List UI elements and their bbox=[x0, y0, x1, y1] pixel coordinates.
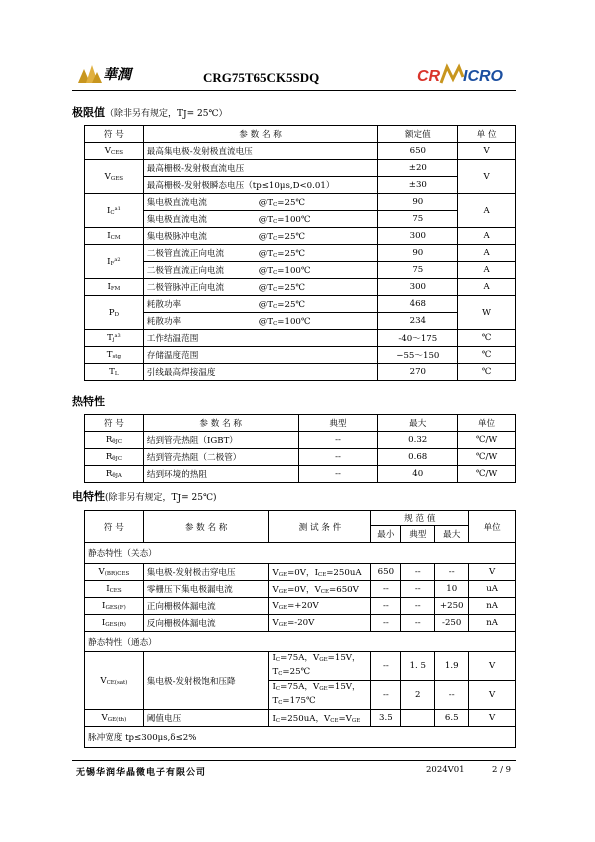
test-condition: VGE=0V，VCE=650V bbox=[269, 581, 371, 598]
typ-value: 1. 5 bbox=[401, 652, 435, 681]
company-name: 无锡华润华晶微电子有限公司 bbox=[76, 768, 207, 778]
table-row bbox=[85, 564, 516, 581]
column-header: 最小 bbox=[371, 526, 401, 543]
table-row bbox=[85, 432, 516, 449]
rating-value: 234 bbox=[378, 313, 458, 330]
symbol-cell: ICM bbox=[85, 228, 144, 245]
test-condition: IC=75A，VGE=15V， TC=175℃ bbox=[269, 681, 371, 710]
min-value: -- bbox=[371, 581, 401, 598]
unit-cell: V bbox=[469, 710, 516, 727]
symbol-cell: Tstg bbox=[85, 347, 144, 364]
page-number: 2 / 9 bbox=[492, 765, 512, 775]
symbol-cell: RθJC bbox=[85, 449, 144, 466]
max-value: 0.68 bbox=[378, 449, 458, 466]
table-row bbox=[85, 211, 516, 228]
table-row bbox=[85, 710, 516, 727]
unit-cell: A bbox=[458, 279, 516, 296]
column-header: 参 数 名 称 bbox=[143, 511, 269, 543]
rating-value: 75 bbox=[378, 262, 458, 279]
footer-divider bbox=[72, 760, 516, 761]
max-value: -- bbox=[435, 681, 469, 710]
column-header: 最大 bbox=[435, 526, 469, 543]
header-divider bbox=[72, 90, 516, 91]
min-value: 650 bbox=[371, 564, 401, 581]
table-row bbox=[85, 449, 516, 466]
max-value: 10 bbox=[435, 581, 469, 598]
limits-table bbox=[84, 125, 516, 381]
typ-value: -- bbox=[298, 432, 378, 449]
typ-value: -- bbox=[298, 449, 378, 466]
typ-value bbox=[401, 710, 435, 727]
electrical-table bbox=[84, 510, 516, 748]
test-condition: VGE=-20V bbox=[269, 615, 371, 632]
column-header: 参 数 名 称 bbox=[143, 415, 298, 432]
unit-cell: A bbox=[458, 194, 516, 228]
symbol-cell: RθJC bbox=[85, 432, 144, 449]
max-value: +250 bbox=[435, 598, 469, 615]
param-name: 集电极-发射极饱和压降 bbox=[143, 652, 269, 710]
table-row bbox=[85, 194, 516, 211]
min-value: -- bbox=[371, 652, 401, 681]
typ-value: 2 bbox=[401, 681, 435, 710]
column-header: 单位 bbox=[469, 511, 516, 543]
thermal-table bbox=[84, 414, 516, 483]
footnote-row bbox=[85, 727, 516, 748]
symbol-cell: IGES(F) bbox=[85, 598, 144, 615]
symbol-cell: ICES bbox=[85, 581, 144, 598]
unit-cell: uA bbox=[469, 581, 516, 598]
table-row bbox=[85, 581, 516, 598]
param-name: 引线最高焊接温度 bbox=[143, 364, 378, 381]
footer bbox=[72, 760, 516, 780]
param-name: 二极管直流正向电流 @TC=25℃ bbox=[143, 245, 378, 262]
table-row bbox=[85, 262, 516, 279]
section-row bbox=[85, 632, 516, 652]
unit-cell: A bbox=[458, 228, 516, 245]
unit-cell: V bbox=[469, 681, 516, 710]
rating-value: 300 bbox=[378, 228, 458, 245]
svg-text:ICRO: ICRO bbox=[463, 68, 503, 85]
unit-cell: ℃ bbox=[458, 330, 516, 347]
test-condition: IC=250uA，VCE=VGE bbox=[269, 710, 371, 727]
logo-text: 華潤 bbox=[103, 67, 131, 83]
table-row bbox=[85, 279, 516, 296]
unit-cell: ℃ bbox=[458, 364, 516, 381]
param-name: 工作结温范围 bbox=[143, 330, 378, 347]
table-row bbox=[85, 347, 516, 364]
symbol-cell: VGES bbox=[85, 160, 144, 194]
max-value: 0.32 bbox=[378, 432, 458, 449]
unit-cell: ℃/W bbox=[458, 466, 516, 483]
table-row bbox=[85, 313, 516, 330]
test-condition: VGE=0V，ICE=250uA bbox=[269, 564, 371, 581]
unit-cell: nA bbox=[469, 615, 516, 632]
symbol-cell: RθJA bbox=[85, 466, 144, 483]
column-header: 符 号 bbox=[85, 511, 144, 543]
param-name: 耗散功率 @TC=100℃ bbox=[143, 313, 378, 330]
column-header: 规 范 值 bbox=[371, 511, 469, 526]
section-row bbox=[85, 543, 516, 564]
max-value: 40 bbox=[378, 466, 458, 483]
table-row bbox=[85, 143, 516, 160]
table-row bbox=[85, 245, 516, 262]
param-name: 结到管壳热阻（IGBT） bbox=[143, 432, 298, 449]
column-header: 额定值 bbox=[378, 126, 458, 143]
rating-value: 90 bbox=[378, 245, 458, 262]
column-header: 典型 bbox=[401, 526, 435, 543]
param-name: 集电极直流电流 @TC=25℃ bbox=[143, 194, 378, 211]
table-row bbox=[85, 615, 516, 632]
table-row bbox=[85, 296, 516, 313]
min-value: 3.5 bbox=[371, 710, 401, 727]
max-value: 6.5 bbox=[435, 710, 469, 727]
symbol-cell: IFM bbox=[85, 279, 144, 296]
param-name: 结到管壳热阻（二极管） bbox=[143, 449, 298, 466]
param-name: 最高栅极-发射极瞬态电压（tp≤10μs,D<0.01） bbox=[143, 177, 378, 194]
typ-value: -- bbox=[401, 564, 435, 581]
test-condition: IC=75A，VGE=15V， TC=25℃ bbox=[269, 652, 371, 681]
rating-value: −55～150 bbox=[378, 347, 458, 364]
part-number: CRG75T65CK5SDQ bbox=[203, 70, 320, 85]
table-row bbox=[85, 364, 516, 381]
param-name: 零栅压下集电极漏电流 bbox=[143, 581, 269, 598]
min-value: -- bbox=[371, 681, 401, 710]
section-label: 静态特性（关态） bbox=[85, 543, 516, 564]
company-logo bbox=[78, 62, 140, 84]
table-row bbox=[85, 598, 516, 615]
column-header: 符 号 bbox=[85, 415, 144, 432]
min-value: -- bbox=[371, 615, 401, 632]
unit-cell: V bbox=[458, 143, 516, 160]
symbol-cell: IGES(R) bbox=[85, 615, 144, 632]
symbol-cell: $IC^{a1}$ bbox=[85, 194, 144, 228]
logo-mountain-icon bbox=[78, 63, 102, 83]
svg-text:CR: CR bbox=[417, 68, 441, 85]
doc-version: 2024V01 bbox=[426, 765, 465, 775]
rating-value: -40～175 bbox=[378, 330, 458, 347]
unit-cell: ℃ bbox=[458, 347, 516, 364]
unit-cell: A bbox=[458, 262, 516, 279]
column-header: 测 试 条 件 bbox=[269, 511, 371, 543]
param-name: 二极管直流正向电流 @TC=100℃ bbox=[143, 262, 378, 279]
unit-cell: V bbox=[469, 652, 516, 681]
header bbox=[0, 0, 595, 100]
rating-value: 75 bbox=[378, 211, 458, 228]
typ-value: -- bbox=[298, 466, 378, 483]
column-header: 最大 bbox=[378, 415, 458, 432]
column-header: 单位 bbox=[458, 415, 516, 432]
limits-title: 极限值（除非另有规定，TJ= 25℃） bbox=[72, 106, 228, 120]
unit-cell: V bbox=[458, 160, 516, 194]
rating-value: 468 bbox=[378, 296, 458, 313]
brand-logo bbox=[417, 63, 513, 87]
section-label: 静态特性（通态） bbox=[85, 632, 516, 652]
param-name: 集电极脉冲电流 @TC=25℃ bbox=[143, 228, 378, 245]
rating-value: 300 bbox=[378, 279, 458, 296]
electrical-title: 电特性(除非另有规定，TJ= 25℃) bbox=[72, 490, 217, 504]
min-value: -- bbox=[371, 598, 401, 615]
table-row bbox=[85, 466, 516, 483]
table-header-row bbox=[85, 126, 516, 143]
rating-value: ±20 bbox=[378, 160, 458, 177]
symbol-cell: TL bbox=[85, 364, 144, 381]
crmicro-logo-icon bbox=[417, 63, 513, 87]
unit-cell: W bbox=[458, 296, 516, 330]
param-name: 反向栅极体漏电流 bbox=[143, 615, 269, 632]
typ-value: -- bbox=[401, 615, 435, 632]
param-name: 耗散功率 @TC=25℃ bbox=[143, 296, 378, 313]
rating-value: ±30 bbox=[378, 177, 458, 194]
param-name: 最高集电极-发射极直流电压 bbox=[143, 143, 378, 160]
symbol-cell: VCES bbox=[85, 143, 144, 160]
unit-cell: ℃/W bbox=[458, 432, 516, 449]
table-row bbox=[85, 330, 516, 347]
symbol-cell: VGE(th) bbox=[85, 710, 144, 727]
column-header: 参 数 名 称 bbox=[143, 126, 378, 143]
symbol-cell: VCE(sat) bbox=[85, 652, 144, 710]
rating-value: 90 bbox=[378, 194, 458, 211]
param-name: 集电极直流电流 @TC=100℃ bbox=[143, 211, 378, 228]
param-name: 二极管脉冲正向电流 @TC=25℃ bbox=[143, 279, 378, 296]
column-header: 典型 bbox=[298, 415, 378, 432]
thermal-title: 热特性 bbox=[72, 395, 105, 408]
symbol-cell: $IF^{a2}$ bbox=[85, 245, 144, 279]
max-value: -- bbox=[435, 564, 469, 581]
unit-cell: ℃/W bbox=[458, 449, 516, 466]
symbol-cell: PD bbox=[85, 296, 144, 330]
pulse-note: 脉冲宽度 tp≤300μs,δ≤2% bbox=[85, 727, 516, 748]
symbol-cell: $Tj^{a3}$ bbox=[85, 330, 144, 347]
column-header: 符 号 bbox=[85, 126, 144, 143]
table-header-row bbox=[85, 511, 516, 526]
unit-cell: nA bbox=[469, 598, 516, 615]
table-row bbox=[85, 228, 516, 245]
test-condition: VGE=+20V bbox=[269, 598, 371, 615]
column-header: 单 位 bbox=[458, 126, 516, 143]
table-row bbox=[85, 160, 516, 177]
rating-value: 270 bbox=[378, 364, 458, 381]
table-header-row bbox=[85, 415, 516, 432]
param-name: 阈值电压 bbox=[143, 710, 269, 727]
rating-value: 650 bbox=[378, 143, 458, 160]
symbol-cell: V(BR)CES bbox=[85, 564, 144, 581]
param-name: 集电极-发射极击穿电压 bbox=[143, 564, 269, 581]
max-value: 1.9 bbox=[435, 652, 469, 681]
unit-cell: V bbox=[469, 564, 516, 581]
table-row bbox=[85, 652, 516, 681]
unit-cell: A bbox=[458, 245, 516, 262]
table-row bbox=[85, 177, 516, 194]
typ-value: -- bbox=[401, 598, 435, 615]
param-name: 正向栅极体漏电流 bbox=[143, 598, 269, 615]
max-value: -250 bbox=[435, 615, 469, 632]
param-name: 最高栅极-发射极直流电压 bbox=[143, 160, 378, 177]
param-name: 存储温度范围 bbox=[143, 347, 378, 364]
param-name: 结到环境的热阻 bbox=[143, 466, 298, 483]
typ-value: -- bbox=[401, 581, 435, 598]
